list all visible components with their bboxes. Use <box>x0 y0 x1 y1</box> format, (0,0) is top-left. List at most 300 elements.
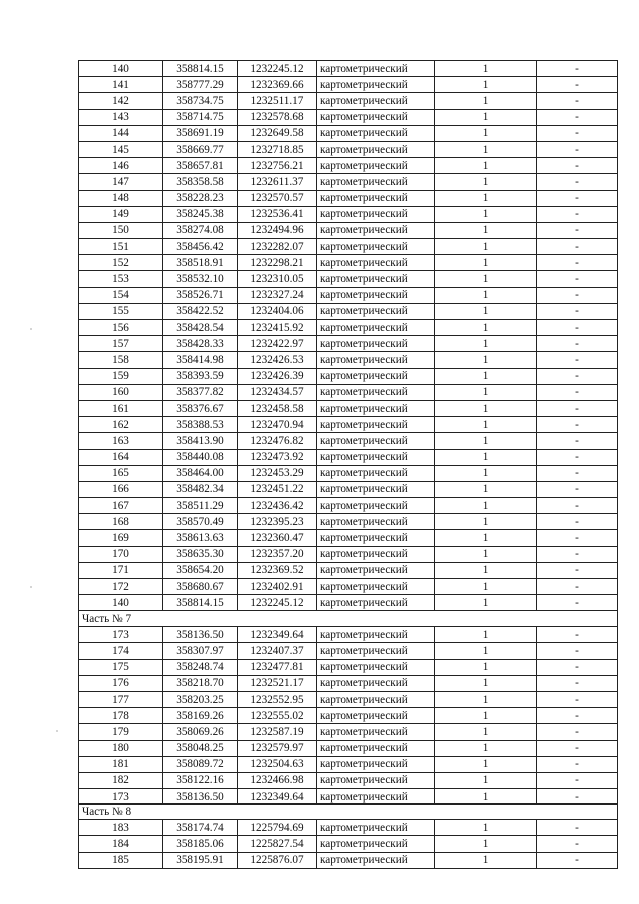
point-number-cell: 181 <box>79 756 163 772</box>
accuracy-cell: 1 <box>435 433 537 449</box>
note-cell: - <box>537 303 618 319</box>
section-heading-row <box>79 804 618 820</box>
table-row <box>79 368 618 384</box>
point-number-cell: 154 <box>79 287 163 303</box>
point-number-cell: 184 <box>79 836 163 852</box>
y-coordinate-cell: 1225827.54 <box>238 836 317 852</box>
accuracy-cell: 1 <box>435 255 537 271</box>
x-coordinate-cell: 358657.81 <box>163 158 238 174</box>
y-coordinate-cell: 1232407.37 <box>238 643 317 659</box>
y-coordinate-cell: 1232473.92 <box>238 449 317 465</box>
method-cell: картометрический <box>317 271 435 287</box>
note-cell: - <box>537 77 618 93</box>
note-cell: - <box>537 400 618 416</box>
point-number-cell: 174 <box>79 643 163 659</box>
y-coordinate-cell: 1232476.82 <box>238 433 317 449</box>
note-cell: - <box>537 174 618 190</box>
x-coordinate-cell: 358456.42 <box>163 239 238 255</box>
y-coordinate-cell: 1232587.19 <box>238 724 317 740</box>
table-row <box>79 255 618 271</box>
section-heading: Часть № 8 <box>79 804 618 820</box>
method-cell: картометрический <box>317 222 435 238</box>
point-number-cell: 151 <box>79 239 163 255</box>
y-coordinate-cell: 1232360.47 <box>238 530 317 546</box>
table-row <box>79 852 618 868</box>
table-row <box>79 449 618 465</box>
x-coordinate-cell: 358482.34 <box>163 481 238 497</box>
x-coordinate-cell: 358814.15 <box>163 61 238 77</box>
table-row <box>79 400 618 416</box>
y-coordinate-cell: 1232579.97 <box>238 740 317 756</box>
note-cell: - <box>537 820 618 836</box>
note-cell: - <box>537 514 618 530</box>
table-row <box>79 174 618 190</box>
accuracy-cell: 1 <box>435 125 537 141</box>
y-coordinate-cell: 1232404.06 <box>238 303 317 319</box>
point-number-cell: 140 <box>79 61 163 77</box>
method-cell: картометрический <box>317 93 435 109</box>
y-coordinate-cell: 1232402.91 <box>238 579 317 595</box>
point-number-cell: 160 <box>79 384 163 400</box>
section-heading-row <box>79 611 618 627</box>
table-row <box>79 352 618 368</box>
point-number-cell: 155 <box>79 303 163 319</box>
point-number-cell: 143 <box>79 109 163 125</box>
table-row <box>79 93 618 109</box>
note-cell: - <box>537 449 618 465</box>
point-number-cell: 164 <box>79 449 163 465</box>
point-number-cell: 146 <box>79 158 163 174</box>
y-coordinate-cell: 1232282.07 <box>238 239 317 255</box>
point-number-cell: 148 <box>79 190 163 206</box>
accuracy-cell: 1 <box>435 852 537 868</box>
accuracy-cell: 1 <box>435 724 537 740</box>
method-cell: картометрический <box>317 820 435 836</box>
note-cell: - <box>537 320 618 336</box>
x-coordinate-cell: 358422.52 <box>163 303 238 319</box>
accuracy-cell: 1 <box>435 643 537 659</box>
note-cell: - <box>537 206 618 222</box>
table-row <box>79 206 618 222</box>
note-cell: - <box>537 352 618 368</box>
accuracy-cell: 1 <box>435 222 537 238</box>
x-coordinate-cell: 358613.63 <box>163 530 238 546</box>
y-coordinate-cell: 1232570.57 <box>238 190 317 206</box>
accuracy-cell: 1 <box>435 627 537 643</box>
point-number-cell: 170 <box>79 546 163 562</box>
note-cell: - <box>537 659 618 675</box>
y-coordinate-cell: 1232426.39 <box>238 368 317 384</box>
y-coordinate-cell: 1232327.24 <box>238 287 317 303</box>
method-cell: картометрический <box>317 303 435 319</box>
method-cell: картометрический <box>317 125 435 141</box>
y-coordinate-cell: 1232422.97 <box>238 336 317 352</box>
table-row <box>79 740 618 756</box>
method-cell: картометрический <box>317 643 435 659</box>
method-cell: картометрический <box>317 141 435 157</box>
x-coordinate-cell: 358195.91 <box>163 852 238 868</box>
accuracy-cell: 1 <box>435 384 537 400</box>
accuracy-cell: 1 <box>435 141 537 157</box>
method-cell: картометрический <box>317 109 435 125</box>
point-number-cell: 144 <box>79 125 163 141</box>
point-number-cell: 159 <box>79 368 163 384</box>
note-cell: - <box>537 271 618 287</box>
table-row <box>79 158 618 174</box>
method-cell: картометрический <box>317 481 435 497</box>
method-cell: картометрический <box>317 61 435 77</box>
table-row <box>79 417 618 433</box>
method-cell: картометрический <box>317 77 435 93</box>
accuracy-cell: 1 <box>435 239 537 255</box>
note-cell: - <box>537 61 618 77</box>
table-row <box>79 579 618 595</box>
point-number-cell: 140 <box>79 595 163 611</box>
note-cell: - <box>537 336 618 352</box>
method-cell: картометрический <box>317 239 435 255</box>
point-number-cell: 173 <box>79 789 163 805</box>
x-coordinate-cell: 358532.10 <box>163 271 238 287</box>
accuracy-cell: 1 <box>435 287 537 303</box>
point-number-cell: 163 <box>79 433 163 449</box>
accuracy-cell: 1 <box>435 595 537 611</box>
method-cell: картометрический <box>317 852 435 868</box>
accuracy-cell: 1 <box>435 756 537 772</box>
method-cell: картометрический <box>317 368 435 384</box>
note-cell: - <box>537 368 618 384</box>
y-coordinate-cell: 1232470.94 <box>238 417 317 433</box>
x-coordinate-cell: 358440.08 <box>163 449 238 465</box>
note-cell: - <box>537 708 618 724</box>
note-cell: - <box>537 546 618 562</box>
method-cell: картометрический <box>317 836 435 852</box>
accuracy-cell: 1 <box>435 465 537 481</box>
accuracy-cell: 1 <box>435 336 537 352</box>
method-cell: картометрический <box>317 417 435 433</box>
point-number-cell: 152 <box>79 255 163 271</box>
point-number-cell: 145 <box>79 141 163 157</box>
table-row <box>79 239 618 255</box>
table-body <box>79 804 618 869</box>
note-cell: - <box>537 724 618 740</box>
table-row <box>79 125 618 141</box>
y-coordinate-cell: 1232369.66 <box>238 77 317 93</box>
point-number-cell: 177 <box>79 691 163 707</box>
method-cell: картометрический <box>317 433 435 449</box>
note-cell: - <box>537 530 618 546</box>
accuracy-cell: 1 <box>435 61 537 77</box>
method-cell: картометрический <box>317 740 435 756</box>
accuracy-cell: 1 <box>435 772 537 788</box>
table-row <box>79 708 618 724</box>
accuracy-cell: 1 <box>435 303 537 319</box>
table-row <box>79 109 618 125</box>
accuracy-cell: 1 <box>435 675 537 691</box>
x-coordinate-cell: 358654.20 <box>163 562 238 578</box>
method-cell: картометрический <box>317 287 435 303</box>
y-coordinate-cell: 1232245.12 <box>238 61 317 77</box>
accuracy-cell: 1 <box>435 659 537 675</box>
table-row <box>79 756 618 772</box>
x-coordinate-cell: 358714.75 <box>163 109 238 125</box>
accuracy-cell: 1 <box>435 836 537 852</box>
x-coordinate-cell: 358218.70 <box>163 675 238 691</box>
x-coordinate-cell: 358414.98 <box>163 352 238 368</box>
point-number-cell: 153 <box>79 271 163 287</box>
y-coordinate-cell: 1232415.92 <box>238 320 317 336</box>
table-row <box>79 465 618 481</box>
table-row <box>79 546 618 562</box>
table-row <box>79 627 618 643</box>
point-number-cell: 162 <box>79 417 163 433</box>
note-cell: - <box>537 158 618 174</box>
table-row <box>79 384 618 400</box>
accuracy-cell: 1 <box>435 579 537 595</box>
scan-speck <box>30 586 32 588</box>
point-number-cell: 175 <box>79 659 163 675</box>
table-row <box>79 271 618 287</box>
y-coordinate-cell: 1232369.52 <box>238 562 317 578</box>
scan-speck <box>30 328 32 330</box>
table-row <box>79 659 618 675</box>
accuracy-cell: 1 <box>435 109 537 125</box>
note-cell: - <box>537 190 618 206</box>
table-row <box>79 643 618 659</box>
y-coordinate-cell: 1232436.42 <box>238 498 317 514</box>
method-cell: картометрический <box>317 724 435 740</box>
table-row <box>79 190 618 206</box>
x-coordinate-cell: 358393.59 <box>163 368 238 384</box>
y-coordinate-cell: 1232511.17 <box>238 93 317 109</box>
note-cell: - <box>537 239 618 255</box>
x-coordinate-cell: 358307.97 <box>163 643 238 659</box>
x-coordinate-cell: 358377.82 <box>163 384 238 400</box>
method-cell: картометрический <box>317 190 435 206</box>
table-row <box>79 675 618 691</box>
method-cell: картометрический <box>317 627 435 643</box>
table-row <box>79 287 618 303</box>
method-cell: картометрический <box>317 320 435 336</box>
table-row <box>79 141 618 157</box>
y-coordinate-cell: 1225876.07 <box>238 852 317 868</box>
method-cell: картометрический <box>317 400 435 416</box>
point-number-cell: 182 <box>79 772 163 788</box>
note-cell: - <box>537 852 618 868</box>
accuracy-cell: 1 <box>435 562 537 578</box>
method-cell: картометрический <box>317 465 435 481</box>
method-cell: картометрический <box>317 206 435 222</box>
y-coordinate-cell: 1232536.41 <box>238 206 317 222</box>
x-coordinate-cell: 358428.33 <box>163 336 238 352</box>
y-coordinate-cell: 1232466.98 <box>238 772 317 788</box>
note-cell: - <box>537 255 618 271</box>
point-number-cell: 156 <box>79 320 163 336</box>
y-coordinate-cell: 1232426.53 <box>238 352 317 368</box>
accuracy-cell: 1 <box>435 320 537 336</box>
note-cell: - <box>537 627 618 643</box>
table-row <box>79 820 618 836</box>
point-number-cell: 166 <box>79 481 163 497</box>
table-row <box>79 595 618 611</box>
table-body <box>79 61 618 611</box>
table-row <box>79 222 618 238</box>
x-coordinate-cell: 358669.77 <box>163 141 238 157</box>
table-body <box>79 611 618 805</box>
section-heading: Часть № 7 <box>79 611 618 627</box>
point-number-cell: 167 <box>79 498 163 514</box>
note-cell: - <box>537 595 618 611</box>
x-coordinate-cell: 358777.29 <box>163 77 238 93</box>
note-cell: - <box>537 836 618 852</box>
x-coordinate-cell: 358734.75 <box>163 93 238 109</box>
x-coordinate-cell: 358169.26 <box>163 708 238 724</box>
table-row <box>79 481 618 497</box>
point-number-cell: 179 <box>79 724 163 740</box>
method-cell: картометрический <box>317 675 435 691</box>
point-number-cell: 149 <box>79 206 163 222</box>
point-number-cell: 168 <box>79 514 163 530</box>
y-coordinate-cell: 1232521.17 <box>238 675 317 691</box>
method-cell: картометрический <box>317 498 435 514</box>
method-cell: картометрический <box>317 449 435 465</box>
note-cell: - <box>537 141 618 157</box>
y-coordinate-cell: 1232357.20 <box>238 546 317 562</box>
x-coordinate-cell: 358358.58 <box>163 174 238 190</box>
note-cell: - <box>537 740 618 756</box>
accuracy-cell: 1 <box>435 174 537 190</box>
x-coordinate-cell: 358691.19 <box>163 125 238 141</box>
x-coordinate-cell: 358814.15 <box>163 595 238 611</box>
point-number-cell: 183 <box>79 820 163 836</box>
method-cell: картометрический <box>317 546 435 562</box>
y-coordinate-cell: 1232453.29 <box>238 465 317 481</box>
x-coordinate-cell: 358203.25 <box>163 691 238 707</box>
accuracy-cell: 1 <box>435 417 537 433</box>
point-number-cell: 165 <box>79 465 163 481</box>
point-number-cell: 161 <box>79 400 163 416</box>
x-coordinate-cell: 358136.50 <box>163 627 238 643</box>
note-cell: - <box>537 465 618 481</box>
accuracy-cell: 1 <box>435 190 537 206</box>
x-coordinate-cell: 358174.74 <box>163 820 238 836</box>
y-coordinate-cell: 1232494.96 <box>238 222 317 238</box>
note-cell: - <box>537 579 618 595</box>
method-cell: картометрический <box>317 772 435 788</box>
method-cell: картометрический <box>317 174 435 190</box>
method-cell: картометрический <box>317 384 435 400</box>
point-number-cell: 173 <box>79 627 163 643</box>
coordinates-table-part-6 <box>78 60 618 611</box>
accuracy-cell: 1 <box>435 206 537 222</box>
y-coordinate-cell: 1232504.63 <box>238 756 317 772</box>
table-row <box>79 336 618 352</box>
table-row <box>79 691 618 707</box>
y-coordinate-cell: 1232310.05 <box>238 271 317 287</box>
y-coordinate-cell: 1232718.85 <box>238 141 317 157</box>
method-cell: картометрический <box>317 352 435 368</box>
accuracy-cell: 1 <box>435 158 537 174</box>
method-cell: картометрический <box>317 255 435 271</box>
note-cell: - <box>537 384 618 400</box>
accuracy-cell: 1 <box>435 498 537 514</box>
method-cell: картометрический <box>317 562 435 578</box>
table-row <box>79 836 618 852</box>
point-number-cell: 172 <box>79 579 163 595</box>
y-coordinate-cell: 1232298.21 <box>238 255 317 271</box>
point-number-cell: 147 <box>79 174 163 190</box>
note-cell: - <box>537 789 618 805</box>
x-coordinate-cell: 358122.16 <box>163 772 238 788</box>
point-number-cell: 158 <box>79 352 163 368</box>
accuracy-cell: 1 <box>435 691 537 707</box>
x-coordinate-cell: 358185.06 <box>163 836 238 852</box>
y-coordinate-cell: 1232611.37 <box>238 174 317 190</box>
x-coordinate-cell: 358526.71 <box>163 287 238 303</box>
coordinates-table-part-8 <box>78 803 618 869</box>
point-number-cell: 176 <box>79 675 163 691</box>
x-coordinate-cell: 358570.49 <box>163 514 238 530</box>
note-cell: - <box>537 287 618 303</box>
point-number-cell: 141 <box>79 77 163 93</box>
accuracy-cell: 1 <box>435 400 537 416</box>
x-coordinate-cell: 358069.26 <box>163 724 238 740</box>
note-cell: - <box>537 125 618 141</box>
table-row <box>79 498 618 514</box>
point-number-cell: 178 <box>79 708 163 724</box>
method-cell: картометрический <box>317 789 435 805</box>
note-cell: - <box>537 433 618 449</box>
point-number-cell: 185 <box>79 852 163 868</box>
scan-speck <box>56 730 58 732</box>
table-row <box>79 433 618 449</box>
note-cell: - <box>537 772 618 788</box>
y-coordinate-cell: 1232578.68 <box>238 109 317 125</box>
x-coordinate-cell: 358518.91 <box>163 255 238 271</box>
note-cell: - <box>537 498 618 514</box>
x-coordinate-cell: 358089.72 <box>163 756 238 772</box>
note-cell: - <box>537 109 618 125</box>
y-coordinate-cell: 1232434.57 <box>238 384 317 400</box>
x-coordinate-cell: 358388.53 <box>163 417 238 433</box>
y-coordinate-cell: 1232649.58 <box>238 125 317 141</box>
table-row <box>79 724 618 740</box>
x-coordinate-cell: 358680.67 <box>163 579 238 595</box>
note-cell: - <box>537 417 618 433</box>
accuracy-cell: 1 <box>435 271 537 287</box>
accuracy-cell: 1 <box>435 708 537 724</box>
method-cell: картометрический <box>317 691 435 707</box>
x-coordinate-cell: 358248.74 <box>163 659 238 675</box>
accuracy-cell: 1 <box>435 93 537 109</box>
x-coordinate-cell: 358376.67 <box>163 400 238 416</box>
accuracy-cell: 1 <box>435 789 537 805</box>
y-coordinate-cell: 1232349.64 <box>238 789 317 805</box>
x-coordinate-cell: 358048.25 <box>163 740 238 756</box>
table-row <box>79 562 618 578</box>
x-coordinate-cell: 358245.38 <box>163 206 238 222</box>
accuracy-cell: 1 <box>435 514 537 530</box>
y-coordinate-cell: 1232477.81 <box>238 659 317 675</box>
table-row <box>79 77 618 93</box>
x-coordinate-cell: 358413.90 <box>163 433 238 449</box>
method-cell: картометрический <box>317 530 435 546</box>
x-coordinate-cell: 358464.00 <box>163 465 238 481</box>
accuracy-cell: 1 <box>435 546 537 562</box>
accuracy-cell: 1 <box>435 481 537 497</box>
method-cell: картометрический <box>317 595 435 611</box>
x-coordinate-cell: 358511.29 <box>163 498 238 514</box>
method-cell: картометрический <box>317 756 435 772</box>
